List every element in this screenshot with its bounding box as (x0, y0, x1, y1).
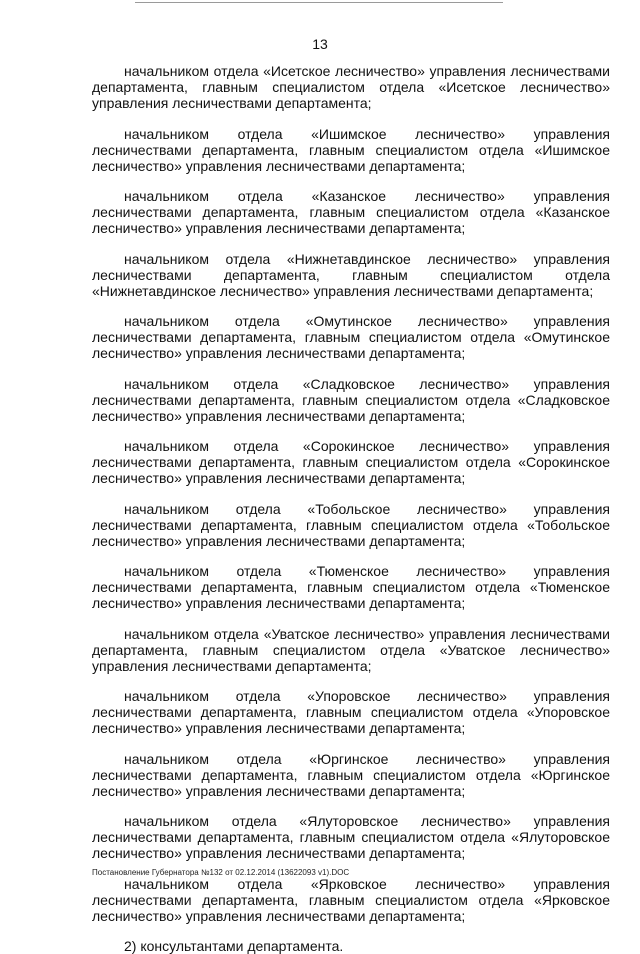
paragraph-isetskoe: начальником отдела «Исетское лесничество» управления лесничествами департамента, главным специалистом отдела «Исетское лесничество» управления лесничествами департамента; (92, 63, 610, 111)
top-rule (135, 2, 503, 3)
paragraph-omutinskoe: начальником отдела «Омутинское лесничество» управления лесничествами департамента, главным специалистом отдела «Омутинское лесничество» управления лесничествами департамента; (92, 313, 610, 361)
paragraph-kazanskoe: начальником отдела «Казанское лесничество» управления лесничествами департамента, главным специалистом отдела «Казанское лесничество» управления лесничествами департамента; (92, 188, 610, 236)
paragraph-yalutorovskoe: начальником отдела «Ялуторовское лесничество» управления лесничествами департамента, главным специалистом отдела «Ялуторовское лесничество» управления лесничествами департамента; (92, 813, 610, 861)
paragraph-tobolskoe: начальником отдела «Тобольское лесничество» управления лесничествами департамента, главным специалистом отдела «Тобольское лесничество» управления лесничествами департамента; (92, 500, 610, 549)
paragraph-tyumenskoe: начальником отдела «Тюменское лесничество» управления лесничествами департамента, главным специалистом отдела «Тюменское лесничество» управления лесничествами департамента; (92, 563, 610, 611)
page-number: 13 (312, 36, 328, 52)
document-footer: Постановление Губернатора №132 от 02.12.2014 (13622093 v1).DOC (92, 868, 350, 877)
paragraph-sorokinskoe: начальником отдела «Сорокинское лесничество» управления лесничествами департамента, главным специалистом отдела «Сорокинское лесничество» управления лесничествами департамента; (92, 438, 610, 486)
paragraph-yarkovskoe: начальником отдела «Ярковское лесничество» управления лесничествами департамента, главным специалистом отдела «Ярковское лесничество» управления лесничествами департамента; (92, 875, 610, 924)
paragraph-sladkovskoe: начальником отдела «Сладковское лесничество» управления лесничествами департамента, главным специалистом отдела «Сладковское лесничество» управления лесничествами департамента; (92, 375, 610, 424)
paragraph-uvatskoe: начальником отдела «Уватское лесничество» управления лесничествами департамента, главным специалистом отдела «Уватское лесничество» управления лесничествами департамента; (92, 625, 610, 674)
paragraph-uporovskoe: начальником отдела «Упоровское лесничество» управления лесничествами департамента, главным специалистом отдела «Упоровское лесничество» управления лесничествами департамента; (92, 688, 610, 736)
paragraph-yurginskoe: начальником отдела «Юргинское лесничество» управления лесничествами департамента, главным специалистом отдела «Юргинское лесничество» управления лесничествами департамента; (92, 750, 610, 799)
paragraph-ishimskoe: начальником отдела «Ишимское лесничество» управления лесничествами департамента, главным специалистом отдела «Ишимское лесничество» управления лесничествами департамента; (92, 125, 610, 174)
document-body (92, 63, 610, 954)
paragraph-nizhnetavdinskoe: начальником отдела «Нижнетавдинское лесничество» управления лесничествами департамента, главным специалистом отдела «Нижнетавдинское лесничество» управления лесничествами департамента; (92, 250, 610, 299)
list-item-consultants: 2) консультантами департамента. (124, 938, 344, 954)
